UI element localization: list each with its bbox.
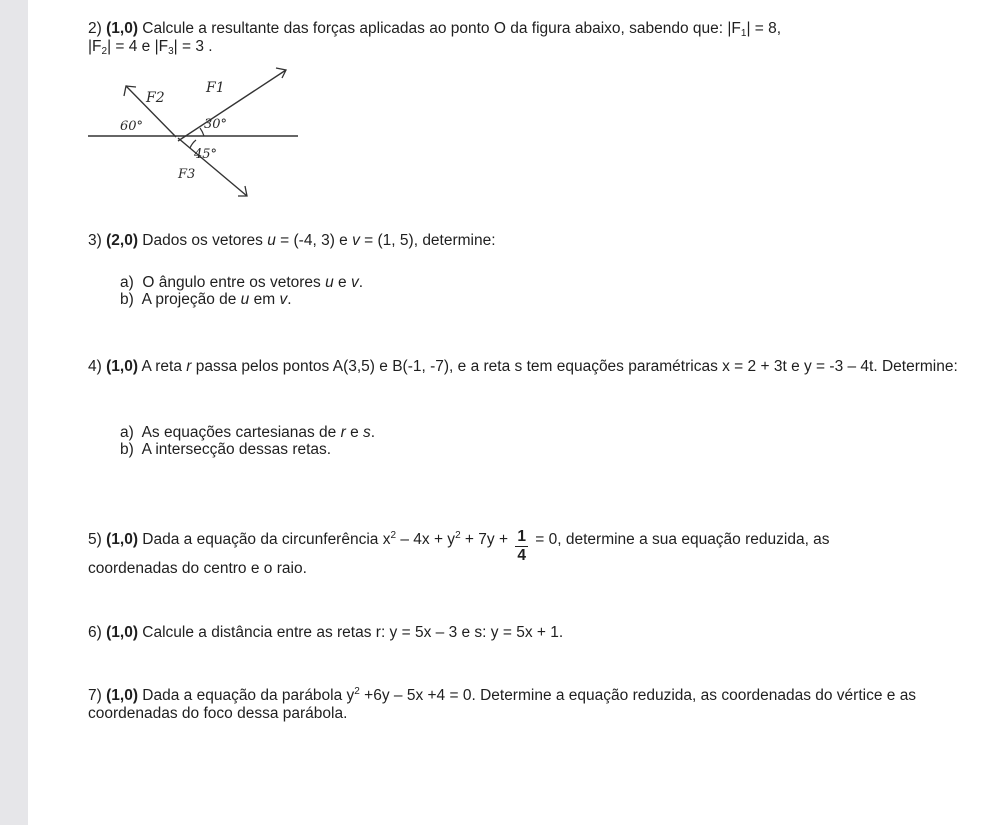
angle-30-label: 30° bbox=[204, 117, 228, 132]
f1-label: F1 bbox=[206, 80, 225, 96]
question-3b: b) A projeção de u em v. bbox=[120, 291, 292, 308]
f2-label: F2 bbox=[146, 90, 165, 106]
f3-label: F3 bbox=[178, 167, 196, 182]
angle-45-label: 45° bbox=[194, 147, 218, 162]
fraction-one-quarter: $\frac{1}{4}$ bbox=[517, 528, 526, 564]
question-2: 2) (1,0) Calcule a resultante das forças aplicadas ao ponto O da figura abaixo, sabendo que: $|F_1| = 8$, $|F_2| = 4$ e $|F_3| = 3$ . bbox=[88, 20, 782, 57]
question-5-line2: coordenadas do centro e o raio. bbox=[88, 560, 307, 577]
angle-60-label: 60° bbox=[120, 119, 144, 134]
question-4b: b) A intersecção dessas retas. bbox=[120, 441, 332, 458]
question-3a: a) O ângulo entre os vetores u e v. bbox=[120, 274, 364, 291]
question-4a: a) As equações cartesianas de r e s. bbox=[120, 424, 376, 441]
force-diagram bbox=[86, 66, 336, 206]
question-3: 3) (2,0) Dados os vetores u = (-4, 3) e v = (1, 5), determine: bbox=[88, 232, 496, 249]
question-6: 6) (1,0) Calcule a distância entre as retas r: y = 5x – 3 e s: y = 5x + 1. bbox=[88, 624, 564, 641]
question-4: 4) (1,0) A reta r passa pelos pontos A(3,5) e B(-1, -7), e a reta s tem equações paramétricas x = 2 + 3t e y = -3 – 4t. Determine: bbox=[88, 358, 958, 375]
exam-page bbox=[28, 0, 998, 825]
f1-vector bbox=[178, 70, 286, 141]
question-7: 7) (1,0) Dada a equação da parábola $y^2 +6y - 5x +4 = 0$. Determine a equação reduzida, as coordenadas do vértice e as coordenadas do foco dessa parábola. bbox=[88, 686, 917, 722]
question-5: 5) (1,0) Dada a equação da circunferência $x^2 - 4x + y^2 + 7y$ + $\frac{1}{4}$ = 0, determine a sua equação reduzida, as bbox=[88, 528, 830, 564]
